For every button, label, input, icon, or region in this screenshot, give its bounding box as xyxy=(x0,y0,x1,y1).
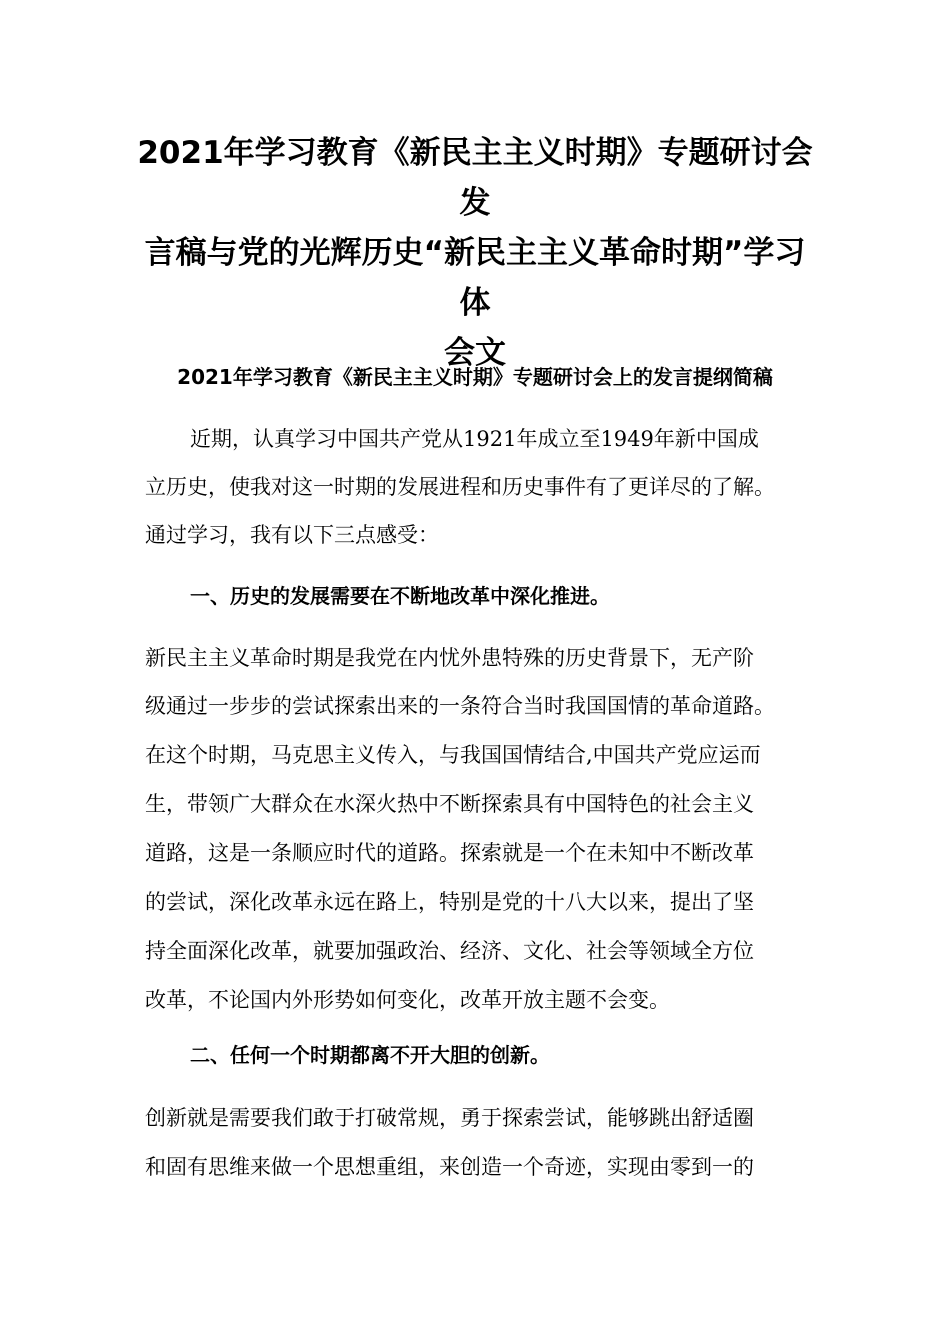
paragraph-line: 持全面深化改革，就要加强政治、经济、文化、社会等领域全方位 xyxy=(145,939,754,963)
paragraph-line: 级通过一步步的尝试探索出来的一条符合当时我国国情的革命道路。 xyxy=(145,694,775,718)
section-heading-1: 一、历史的发展需要在不断地改革中深化推进。 xyxy=(190,584,610,608)
paragraph-line: 和固有思维来做一个思想重组，来创造一个奇迹，实现由零到一的 xyxy=(145,1155,754,1179)
paragraph-line: 在这个时期，马克思主义传入，与我国国情结合,中国共产党应运而 xyxy=(145,743,761,767)
paragraph-line: 立历史，使我对这一时期的发展进程和历史事件有了更详尽的了解。 xyxy=(145,475,775,499)
title-line: 言稿与党的光辉历史“新民主主义革命时期”学习体 xyxy=(144,235,806,321)
document-subtitle: 2021年学习教育《新民主主义时期》专题研讨会上的发言提纲简稿 xyxy=(177,365,773,389)
paragraph-line: 道路，这是一条顺应时代的道路。探索就是一个在未知中不断改革 xyxy=(145,841,754,865)
paragraph-line: 创新就是需要我们敢于打破常规，勇于探索尝试，能够跳出舒适圈 xyxy=(145,1106,754,1130)
paragraph-line: 的尝试，深化改革永远在路上，特别是党的十八大以来，提出了坚 xyxy=(145,890,754,914)
paragraph-line: 生，带领广大群众在水深火热中不断探索具有中国特色的社会主义 xyxy=(145,792,754,816)
paragraph-line: 近期，认真学习中国共产党从1921年成立至1949年新中国成 xyxy=(190,427,759,451)
section-heading-2: 二、任何一个时期都离不开大胆的创新。 xyxy=(190,1043,550,1067)
document-title xyxy=(130,128,820,378)
paragraph-line: 新民主主义革命时期是我党在内忧外患特殊的历史背景下，无产阶 xyxy=(145,646,754,670)
paragraph-line: 改革，不论国内外形势如何变化，改革开放主题不会变。 xyxy=(145,988,670,1012)
title-line: 2021年学习教育《新民主主义时期》专题研讨会发 xyxy=(137,135,813,221)
paragraph-line: 通过学习，我有以下三点感受： xyxy=(145,523,439,547)
title-line: 会文 xyxy=(444,335,506,371)
